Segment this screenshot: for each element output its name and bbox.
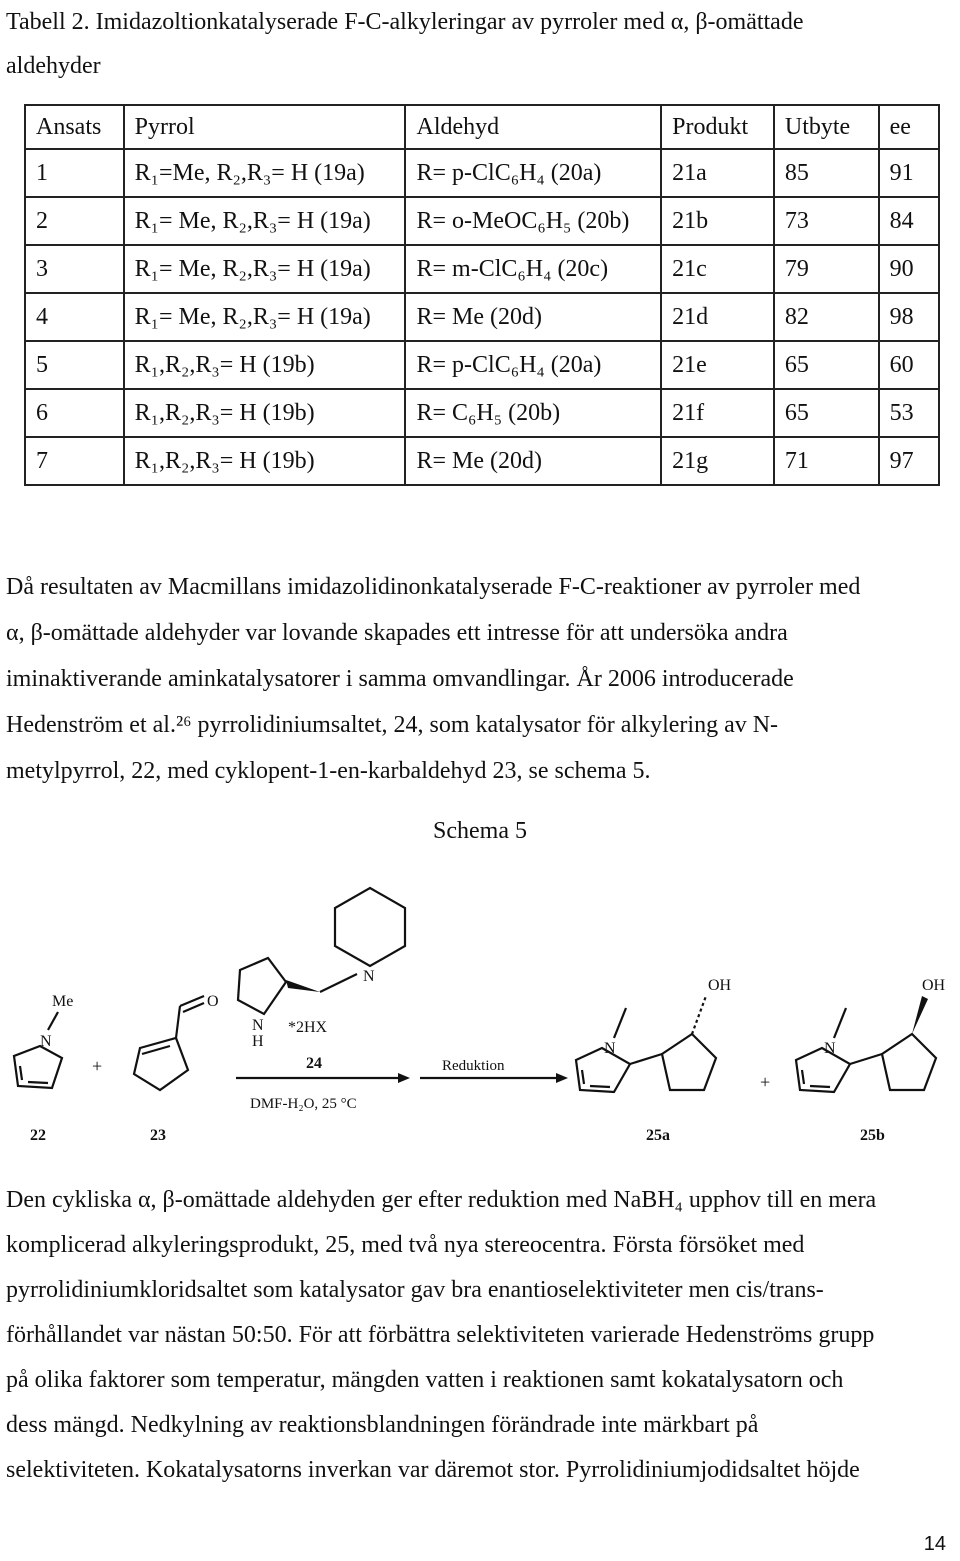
label-reduction: Reduktion: [442, 1058, 505, 1074]
cell-pyrrol: R₁,R₂,R₃= H (19b): [124, 389, 406, 437]
results-table: [24, 104, 940, 486]
cell-ansats: 4: [25, 293, 124, 341]
paragraph-line: Den cykliska α, β-omättade aldehyden ger efter reduktion med NaBH₄ upphov till en mera: [6, 1187, 877, 1213]
header-utbyte: Utbyte: [774, 105, 879, 149]
paragraph-line: α, β-omättade aldehyder var lovande skapades ett intresse för att undersöka andra: [6, 620, 788, 646]
cell-ee: 60: [879, 341, 939, 389]
table-row: [25, 149, 939, 197]
cell-aldehyd: R= Me (20d): [405, 437, 661, 485]
label-n-pyrrole: N: [40, 1033, 52, 1050]
cell-produkt: 21b: [661, 197, 774, 245]
cell-aldehyd: R= p-ClC₆H₄ (20a): [405, 341, 661, 389]
label-o: O: [207, 993, 219, 1010]
caption-line: Tabell 2. Imidazoltionkatalyserade F-C-alkyleringar av pyrroler med α, β-omättade: [6, 9, 804, 35]
cell-produkt: 21a: [661, 149, 774, 197]
label-25b: 25b: [860, 1127, 885, 1144]
cell-produkt: 21c: [661, 245, 774, 293]
label-22: 22: [30, 1127, 46, 1144]
ch2-bond: [320, 974, 357, 992]
cell-ansats: 6: [25, 389, 124, 437]
header-aldehyd: Aldehyd: [405, 105, 661, 149]
cell-pyrrol: R₁=Me, R₂,R₃= H (19a): [124, 149, 406, 197]
schema-title: Schema 5: [433, 818, 527, 844]
paragraph-line: Hedenström et al.²⁶ pyrrolidiniumsaltet, 24, som katalysator för alkylering av N-: [6, 712, 779, 738]
cell-pyrrol: R₁,R₂,R₃= H (19b): [124, 437, 406, 485]
cell-produkt: 21f: [661, 389, 774, 437]
wedge-bond: [286, 980, 320, 992]
pyrrole-ring-25b: [796, 1048, 850, 1092]
paragraph-line: komplicerad alkyleringsprodukt, 25, med två nya stereocentra. Första försöket med: [6, 1232, 805, 1258]
label-n-25a: N: [604, 1040, 616, 1057]
cell-pyrrol: R₁= Me, R₂,R₃= H (19a): [124, 293, 406, 341]
label-nh-h: H: [252, 1033, 264, 1050]
paragraph-line: Då resultaten av Macmillans imidazolidinonkatalyserade F-C-reaktioner av pyrroler med: [6, 574, 861, 600]
paragraph-line: metylpyrrol, 22, med cyklopent-1-en-karbaldehyd 23, se schema 5.: [6, 758, 651, 784]
table-header-row: [25, 105, 939, 149]
plus-sign: +: [92, 1056, 103, 1076]
pyrrole-ring-25a: [576, 1048, 630, 1092]
header-produkt: Produkt: [661, 105, 774, 149]
label-23: 23: [150, 1127, 166, 1144]
cell-aldehyd: R= m-ClC₆H₄ (20c): [405, 245, 661, 293]
cell-ansats: 3: [25, 245, 124, 293]
label-nh-n: N: [252, 1017, 264, 1034]
cell-ee: 53: [879, 389, 939, 437]
cell-aldehyd: R= Me (20d): [405, 293, 661, 341]
cell-ansats: 1: [25, 149, 124, 197]
cell-aldehyd: R= p-ClC₆H₄ (20a): [405, 149, 661, 197]
cell-pyrrol: R₁= Me, R₂,R₃= H (19a): [124, 245, 406, 293]
label-n-piperidine: N: [363, 968, 375, 985]
label-hx: *2HX: [288, 1019, 328, 1036]
cell-ee: 90: [879, 245, 939, 293]
table-row: [25, 197, 939, 245]
plus-sign-2: +: [760, 1072, 771, 1092]
cell-utbyte: 73: [774, 197, 879, 245]
table-caption: [6, 0, 936, 88]
label-n-25b: N: [824, 1040, 836, 1057]
cell-aldehyd: R= C₆H₅ (20b): [405, 389, 661, 437]
cell-pyrrol: R₁,R₂,R₃= H (19b): [124, 341, 406, 389]
cell-ee: 84: [879, 197, 939, 245]
label-oh-25a: OH: [708, 977, 732, 994]
cell-aldehyd: R= o-MeOC₆H₅ (20b): [405, 197, 661, 245]
cell-utbyte: 71: [774, 437, 879, 485]
table-row: [25, 341, 939, 389]
cell-utbyte: 79: [774, 245, 879, 293]
header-pyrrol: Pyrrol: [124, 105, 406, 149]
cell-pyrrol: R₁= Me, R₂,R₃= H (19a): [124, 197, 406, 245]
cell-ansats: 2: [25, 197, 124, 245]
paragraph-intro: [6, 564, 946, 794]
cell-utbyte: 65: [774, 389, 879, 437]
piperidine-ring: [335, 888, 405, 966]
cell-utbyte: 82: [774, 293, 879, 341]
paragraph-discussion: [6, 1178, 946, 1493]
caption-line: aldehyder: [6, 53, 101, 79]
cell-ansats: 5: [25, 341, 124, 389]
label-oh-25b: OH: [922, 977, 946, 994]
page-number: 14: [923, 1533, 946, 1555]
cell-ee: 97: [879, 437, 939, 485]
paragraph-line: på olika faktorer som temperatur, mängden vatten i reaktionen samt kokatalysatorn och: [6, 1367, 844, 1393]
cell-utbyte: 85: [774, 149, 879, 197]
cell-produkt: 21g: [661, 437, 774, 485]
reaction-scheme: [0, 878, 960, 1148]
paragraph-line: iminaktiverande aminkatalysatorer i samma omvandlingar. År 2006 introducerade: [6, 666, 794, 692]
cell-ee: 91: [879, 149, 939, 197]
header-ee: ee: [879, 105, 939, 149]
cyclopentene-ring: [134, 1038, 188, 1090]
table-row: [25, 245, 939, 293]
cyclopentane-25b: [882, 1034, 936, 1090]
label-me: Me: [52, 993, 74, 1010]
label-25a: 25a: [646, 1127, 670, 1144]
paragraph-line: pyrrolidiniumkloridsaltet som katalysator gav bra enantioselektiviteter men cis/trans-: [6, 1277, 824, 1303]
cell-ee: 98: [879, 293, 939, 341]
cell-produkt: 21d: [661, 293, 774, 341]
header-ansats: Ansats: [25, 105, 124, 149]
paragraph-line: selektiviteten. Kokatalysatorns inverkan var däremot stor. Pyrrolidiniumjodidsaltet höjde: [6, 1457, 860, 1483]
table-row: [25, 389, 939, 437]
label-conditions: DMF-H₂O, 25 °C: [250, 1096, 357, 1112]
cell-ansats: 7: [25, 437, 124, 485]
cyclopentane-25a: [662, 1034, 716, 1090]
cell-utbyte: 65: [774, 341, 879, 389]
paragraph-line: förhållandet var nästan 50:50. För att förbättra selektiviteten varierade Hedenströms grupp: [6, 1322, 875, 1348]
table-row: [25, 437, 939, 485]
table-row: [25, 293, 939, 341]
cell-produkt: 21e: [661, 341, 774, 389]
label-24: 24: [306, 1055, 322, 1072]
paragraph-line: dess mängd. Nedkylning av reaktionsblandningen förändrade inte märkbart på: [6, 1412, 759, 1438]
pyrrolidine-ring: [238, 958, 286, 1014]
